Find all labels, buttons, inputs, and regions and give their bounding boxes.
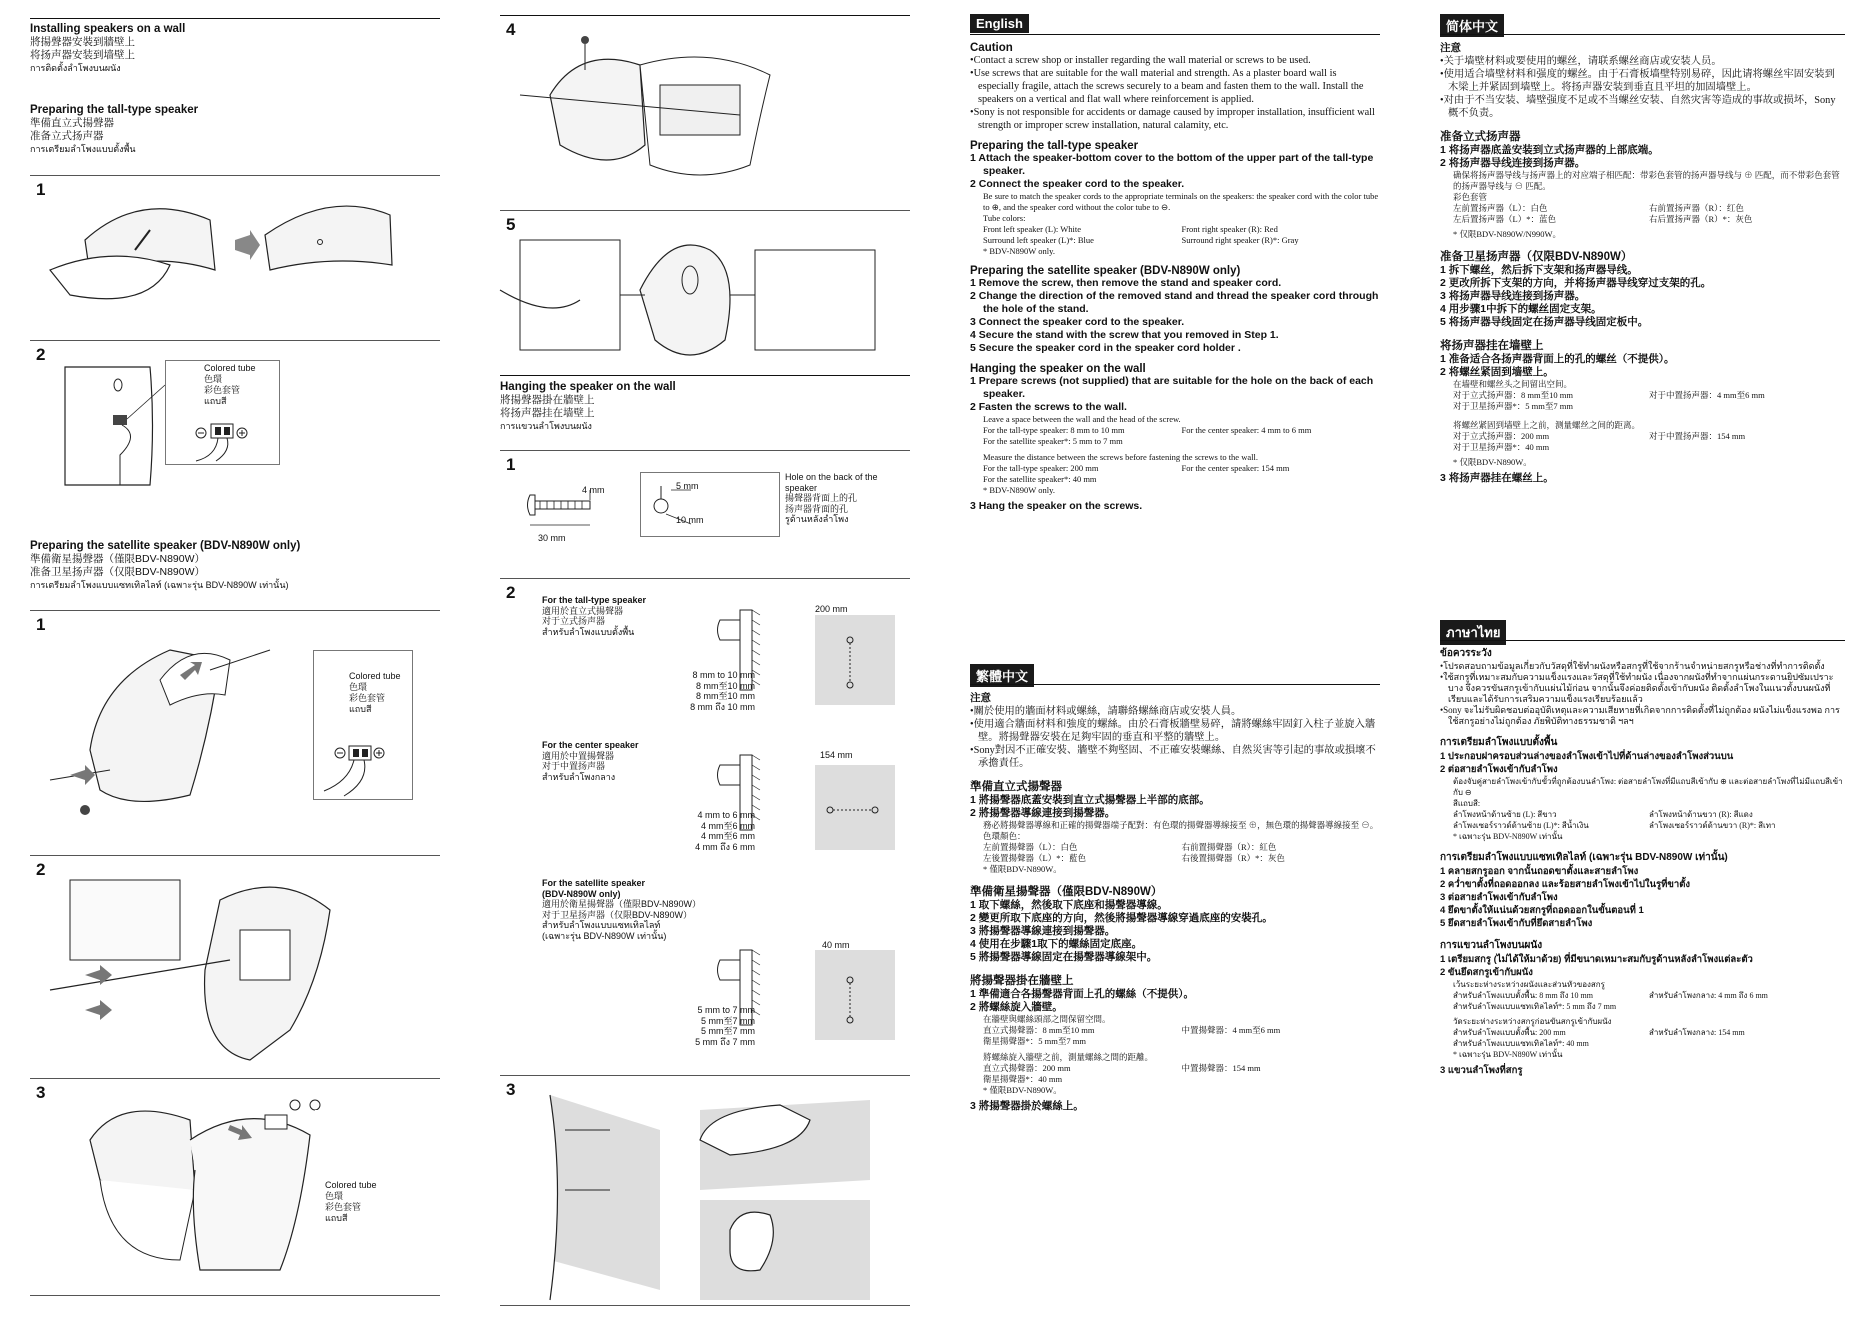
color-table [1440, 214, 1845, 225]
step: 2 Fasten the screws to the wall. [970, 401, 1127, 413]
label-colored-tube-tc: 色環 [325, 1191, 344, 1201]
hang-title-sc: 将扬声器挂在墙壁上 [500, 407, 595, 419]
color-table [970, 853, 1380, 864]
step: 1 取下螺絲，然後取下底座和揚聲器導線。 [970, 899, 1168, 911]
color-item: Front right speaker (R): Red [1181, 224, 1278, 234]
gap-item: 对于立式扬声器：8 mm至10 mm [1453, 390, 1573, 400]
sat-heading: 準備衛星揚聲器（僅限BDV-N890W） [970, 886, 1163, 898]
divider [30, 340, 440, 341]
step: 3 将扬声器挂在螺丝上。 [1440, 472, 1554, 484]
illustration-thread-cord [30, 870, 440, 1070]
tall-th: สำหรับลำโพงแบบตั้งพื้น [542, 626, 635, 637]
step: 2 變更所取下底座的方向，然後將揚聲器導線穿過底座的安裝孔。 [970, 912, 1273, 924]
step: 3 將揚聲器掛於螺絲上。 [970, 1100, 1084, 1112]
color-table [970, 842, 1380, 853]
tall-sc: 对于立式扬声器 [542, 616, 606, 626]
step: 5 將揚聲器導線固定在揚聲器導線架中。 [970, 951, 1158, 963]
gap-item: สำหรับลำโพงกลาง: 4 mm ถึง 6 mm [1649, 991, 1768, 1000]
sat-en-2: (BDV-N890W only) [542, 888, 621, 899]
step: 4 用步骤1中拆下的螺丝固定支架。 [1440, 303, 1602, 315]
note: 務必將揚聲器導線和正確的揚聲器端子配對：有色環的揚聲器導線接至 ⊕，無色環的揚聲器導線接至 ⊖。 [983, 820, 1379, 830]
tall-title-th: การเตรียมลำโพงแบบตั้งพื้น [30, 144, 136, 154]
tall-tc: 適用於直立式揚聲器 [542, 605, 624, 616]
rule [1440, 34, 1845, 35]
gap-tall [660, 670, 755, 712]
terminal-icon [314, 651, 414, 801]
step-number: 4 [506, 20, 516, 39]
gap-table [970, 425, 1380, 436]
caution-bullet: •使用適合牆面材料和強度的螺絲。由於石膏板牆壁易碎，請將螺絲牢固釘入柱子並旋入牆壁。將揚聲器安裝在足夠牢固的垂直和平整的牆壁上。 [970, 719, 1376, 743]
divider [500, 450, 910, 451]
sat-title-tc: 準備衛星揚聲器（僅限BDV-N890W） [30, 553, 206, 565]
divider [30, 175, 440, 176]
illustration-hang-speakers [530, 1090, 940, 1305]
label-colored-tube-sc: 彩色套管 [204, 385, 241, 395]
divider [30, 1295, 440, 1296]
note: 确保将扬声器导线与扬声器上的对应端子相匹配：带彩色套管的扬声器导线与 ⊕ 匹配，而不带彩色套管的扬声器导线与 ⊖ 匹配。 [1453, 170, 1840, 191]
footnote: * BDV-N890W only. [983, 485, 1055, 495]
gap-table [1440, 390, 1845, 401]
lang-tag-sc: 简体中文 [1440, 14, 1504, 37]
center-tc: 適用於中置揚聲器 [542, 750, 615, 761]
dist-item: 直立式揚聲器：200 mm [983, 1063, 1071, 1073]
step: 2 將揚聲器導線連接到揚聲器。 [970, 807, 1116, 819]
rule [1440, 640, 1845, 641]
dist-item: For the satellite speaker*: 40 mm [983, 474, 1097, 484]
note: 将螺丝紧固到墙壁上之前，测量螺丝之间的距离。 [1453, 420, 1641, 430]
dist-item: สำหรับลำโพงแบบตั้งพื้น: 200 mm [1453, 1028, 1566, 1037]
step: 4 ยึดขาตั้งให้แน่นด้วยสกรูที่ถอดออกในขั้นตอนที่ 1 [1440, 905, 1644, 916]
section-title-wall [30, 22, 185, 75]
gap-item: 对于卫星扬声器*：5 mm至7 mm [1453, 401, 1573, 411]
color-item: Surround left speaker (L)*: Blue [983, 235, 1094, 245]
gap-item: For the tall-type speaker: 8 mm to 10 mm [983, 425, 1125, 435]
divider [500, 578, 910, 579]
color-item: ลำโพงหน้าด้านซ้าย (L): สีขาว [1453, 810, 1557, 819]
dist-item: 对于中置扬声器：154 mm [1649, 431, 1746, 441]
dist-item: 衛星揚聲器*：40 mm [983, 1074, 1063, 1084]
caution-bullet: •使用适合墙壁材料和强度的螺丝。由于石膏板墙壁特别易碎，因此请将螺丝牢固安装到木梁上并紧固到墙壁上。将扬声器安装到垂直且平坦的加固墙壁上。 [1440, 69, 1835, 93]
caution-bullet: •ใช้สกรูที่เหมาะสมกับความแข็งแรงและวัสดุที่ใช้ทำผนัง เนื่องจากผนังที่ทำจากแผ่นกระดานยิปซัมเปราะบาง จึงควรขันสกรูเข้ากับแผ่นไม้ก่อน จากนั้นจึงค่อยติดตั้งเข้ากับผนัง ติดตั้งลำโพงในแนวตั้งบนผนังที่เรียบและได้รับการเสริมความแข็งแรงเรียบร้อยแล้ว [1440, 672, 1834, 704]
footnote: * BDV-N890W only. [983, 246, 1055, 256]
label-10mm: 10 mm [676, 515, 704, 525]
illustration-remove-stand [30, 620, 330, 820]
caution-bullet: •Use screws that are suitable for the wall material and strength. As a plaster board wall is especially fragile, attach the screws securely to a beam and fasten them to the wall. Install the speakers on a vertical and flat wall where reinforcement is applied. [970, 68, 1364, 105]
hole-caption [785, 472, 905, 525]
hang-heading: Hanging the speaker on the wall [970, 363, 1146, 375]
sat-heading: Preparing the satellite speaker (BDV-N890W only) [970, 265, 1241, 277]
divider [30, 1078, 440, 1079]
footnote: * 仅限BDV-N890W/N990W。 [1453, 229, 1562, 239]
hole-en: Hole on the back of the speaker [785, 472, 878, 493]
color-item: 右前置揚聲器（R）：紅色 [1181, 842, 1277, 852]
note: Tube colors: [983, 213, 1026, 223]
hang-heading: การแขวนลำโพงบนผนัง [1440, 940, 1543, 951]
tall-heading: การเตรียมลำโพงแบบตั้งพื้น [1440, 737, 1558, 748]
step-number: 1 [506, 455, 516, 474]
step: 2 将螺丝紧固到墙壁上。 [1440, 366, 1554, 378]
color-item: 左后置扬声器（L）*：蓝色 [1453, 214, 1556, 224]
color-item: ลำโพงเซอร์ราวด์ด้านขวา (R)*: สีเทา [1649, 821, 1776, 830]
divider [500, 1305, 910, 1306]
step: 1 เตรียมสกรู (ไม่ได้ให้มาด้วย) ที่มีขนาดเหมาะสมกับรูด้านหลังลำโพงแต่ละตัว [1440, 954, 1753, 965]
footnote: * เฉพาะรุ่น BDV-N890W เท่านั้น [1453, 1050, 1563, 1059]
hang-title-th: การแขวนลำโพงบนผนัง [500, 421, 592, 431]
gap-center-th: 4 mm ถึง 6 mm [695, 841, 755, 852]
label-colored-tube-th: แถบสี [349, 704, 372, 714]
section-title-hang [500, 380, 676, 433]
rule [500, 15, 910, 16]
dist-item: สำหรับลำโพงแบบแซทเทิลไลท์*: 40 mm [1453, 1039, 1589, 1048]
color-table [1440, 809, 1845, 820]
th-body [1440, 644, 1845, 1077]
lang-tag-th: ภาษาไทย [1440, 620, 1506, 645]
gap-sat [660, 1005, 755, 1047]
step-number: 1 [36, 180, 46, 199]
dist-item: For the center speaker: 154 mm [1181, 463, 1290, 473]
step: 2 คว่ำขาตั้งที่ถอดออกลง และร้อยสายลำโพงเข้าไปในรูที่ขาตั้ง [1440, 879, 1691, 890]
gap-center [660, 810, 755, 852]
footnote: * 僅限BDV-N890W。 [983, 1085, 1062, 1095]
title-en: Installing speakers on a wall [30, 23, 186, 35]
caption-satellite [542, 878, 701, 941]
color-table [970, 224, 1380, 235]
sat-title-th: การเตรียมลำโพงแบบแซทเทิลไลท์ (เฉพาะรุ่น BDV-N890W เท่านั้น) [30, 580, 289, 590]
gap-item: 直立式揚聲器：8 mm至10 mm [983, 1025, 1095, 1035]
dist-table [1440, 431, 1845, 442]
dist-item: 对于立式扬声器：200 mm [1453, 431, 1550, 441]
dist-table [1440, 1027, 1845, 1038]
footnote: * 仅限BDV-N890W。 [1453, 457, 1532, 467]
step: 1 ประกอบฝาครอบส่วนล่างของลำโพงเข้าไปที่ด้านล่างของลำโพงส่วนบน [1440, 751, 1734, 762]
gap-item: 对于中置扬声器：4 mm至6 mm [1649, 390, 1765, 400]
divider [30, 855, 440, 856]
sat-title-sc: 准备卫星扬声器（仅限BDV-N890W） [30, 566, 206, 578]
note: 將螺絲旋入牆壁之前，測量螺絲之間的距離。 [983, 1052, 1154, 1062]
lang-tag-en: English [970, 14, 1029, 33]
color-item: Front left speaker (L): White [983, 224, 1082, 234]
caution-bullet: •Sony จะไม่รับผิดชอบต่ออุบัติเหตุและความเสียหายที่เกิดจากการติดตั้งที่ไม่ถูกต้อง ผนังไม่แข็งแรงพอ การใช้สกรูอย่างไม่ถูกต้อง ภัยพิบัติทางธรรมชาติ ฯลฯ [1440, 705, 1840, 726]
center-sc: 对于中置扬声器 [542, 761, 606, 771]
label-center-distance: 154 mm [820, 750, 853, 760]
callout-colored-tube [165, 360, 280, 465]
caution-bullet: •Sony is not responsible for accidents or damage caused by improper installation, insufficient wall strength or improper screw installation, natural calamity, etc. [970, 107, 1375, 131]
section-title-tall [30, 103, 198, 156]
title-th: การติดตั้งลำโพงบนผนัง [30, 63, 121, 73]
gap-item: สำหรับลำโพงแบบตั้งพื้น: 8 mm ถึง 10 mm [1453, 991, 1593, 1000]
note: 在牆壁與螺絲頭部之間保留空間。 [983, 1014, 1111, 1024]
step: 3 Hang the speaker on the screws. [970, 500, 1143, 512]
color-item: ลำโพงหน้าด้านขวา (R): สีแดง [1649, 810, 1753, 819]
caption-center [542, 740, 639, 782]
hole-sc: 扬声器背面的孔 [785, 503, 849, 514]
label-sat-distance: 40 mm [822, 940, 850, 950]
step: 2 Connect the speaker cord to the speaker. [970, 178, 1185, 190]
gap-tall-en: 8 mm to 10 mm [692, 670, 755, 680]
step: 2 將螺絲旋入牆壁。 [970, 1001, 1063, 1013]
note: 在墙壁和螺丝头之间留出空间。 [1453, 379, 1573, 389]
hang-title-tc: 將揚聲器掛在牆壁上 [500, 394, 595, 406]
label-tall-distance: 200 mm [815, 604, 848, 614]
callout-hole [640, 472, 780, 537]
sat-th-2: (เฉพาะรุ่น BDV-N890W เท่านั้น) [542, 930, 667, 941]
gap-sat-tc: 5 mm至7 mm [700, 1015, 755, 1026]
tall-heading: 準備直立式揚聲器 [970, 781, 1062, 793]
tall-heading: Preparing the tall-type speaker [970, 140, 1139, 152]
color-table [1440, 203, 1845, 214]
hole-th: รูด้านหลังลำโพง [785, 514, 849, 524]
step: 3 將揚聲器導線連接到揚聲器。 [970, 925, 1116, 937]
label-colored-tube-sc: 彩色套管 [349, 693, 386, 703]
sc-body [1440, 38, 1845, 485]
gap-tall-tc: 8 mm至10 mm [695, 680, 755, 691]
dist-item: For the tall-type speaker: 200 mm [983, 463, 1099, 473]
dist-table [970, 463, 1380, 474]
terminal-icon [166, 361, 281, 466]
label-colored-tube-tc: 色環 [349, 682, 368, 692]
note: 色環顏色： [983, 831, 1026, 841]
step: 2 更改所拆下支架的方向，并将扬声器导线穿过支架的孔。 [1440, 277, 1712, 289]
wall-diagram-center [815, 755, 895, 850]
step: 3 ต่อสายลำโพงเข้ากับลำโพง [1440, 892, 1558, 903]
gap-sat-th: 5 mm ถึง 7 mm [695, 1036, 755, 1047]
step-number: 3 [506, 1080, 516, 1099]
gap-tall-th: 8 mm ถึง 10 mm [690, 701, 755, 712]
english-body [970, 38, 1380, 513]
dist-table [970, 1063, 1380, 1074]
title-tc: 將揚聲器安裝到牆壁上 [30, 36, 135, 48]
tall-title-sc: 准备立式扬声器 [30, 130, 104, 142]
caution-heading: 注意 [970, 692, 991, 704]
step: 1 คลายสกรูออก จากนั้นถอดขาตั้งและสายลำโพง [1440, 866, 1639, 877]
note: 彩色套管 [1453, 192, 1488, 202]
sat-th: สำหรับลำโพงแบบแซทเทิลไลท์ [542, 920, 661, 930]
caution-bullet: •Sony對因不正確安裝、牆壁不夠堅固、不正確安裝螺絲、自然災害等引起的事故或損壞不承擔責任。 [970, 745, 1376, 769]
hang-heading: 將揚聲器掛在牆壁上 [970, 975, 1074, 987]
note: ต้องจับคู่สายลำโพงเข้ากับขั้วที่ถูกต้องบนลำโพง: ต่อสายลำโพงที่มีแถบสีเข้ากับ ⊕ และต่อสายลำโพงที่ไม่มีแถบสีเข้ากับ ⊖ [1453, 777, 1843, 797]
label-colored-tube-en: Colored tube [325, 1180, 377, 1190]
color-item: 左後置揚聲器（L）*：藍色 [983, 853, 1086, 863]
hang-title-en: Hanging the speaker on the wall [500, 381, 676, 393]
color-table [1440, 820, 1845, 831]
step: 4 Secure the stand with the screw that you removed in Step 1. [970, 329, 1279, 341]
rule [30, 18, 440, 19]
color-item: 右前置扬声器（R）：红色 [1649, 203, 1744, 213]
gap-item: 衛星揚聲器*：5 mm至7 mm [983, 1036, 1086, 1046]
step: 1 將揚聲器底蓋安裝到直立式揚聲器上半部的底部。 [970, 794, 1210, 806]
label-30mm: 30 mm [538, 533, 566, 543]
sat-title-en: Preparing the satellite speaker (BDV-N890W only) [30, 540, 301, 552]
divider [500, 210, 910, 211]
step-number: 2 [36, 860, 46, 879]
caution-bullet: •關於使用的牆面材料或螺絲，請聯絡螺絲商店或安裝人員。 [970, 706, 1242, 717]
caution-bullet: •โปรดสอบถามข้อมูลเกี่ยวกับวัสดุที่ใช้ทำผนังหรือสกรูที่ใช้จากร้านจำหน่ายสกรูหรือช่างที่ทำการติดตั้ง [1440, 661, 1825, 671]
gap-tall-sc: 8 mm至10 mm [695, 691, 755, 701]
gap-center-sc: 4 mm至6 mm [700, 831, 755, 841]
illustration-bottom-cover [30, 190, 440, 320]
step: 1 準備適合各揚聲器背面上孔的螺絲（不提供）。 [970, 988, 1195, 1000]
step-number: 2 [36, 345, 46, 364]
gap-item: 中置揚聲器：4 mm至6 mm [1181, 1025, 1281, 1035]
note: เว้นระยะห่างระหว่างผนังและส่วนหัวของสกรู [1453, 980, 1605, 989]
lang-section-en [970, 14, 1029, 33]
color-item: 右后置扬声器（R）*：灰色 [1649, 214, 1753, 224]
dist-item: 对于卫星扬声器*：40 mm [1453, 442, 1550, 452]
step: 5 Secure the speaker cord in the speaker cord holder . [970, 342, 1241, 354]
divider [30, 610, 440, 611]
gap-item: สำหรับลำโพงแบบแซทเทิลไลท์*: 5 mm ถึง 7 mm [1453, 1002, 1617, 1011]
rule [500, 375, 910, 376]
center-th: สำหรับลำโพงกลาง [542, 771, 616, 782]
step: 1 将扬声器底盖安装到立式扬声器的上部底端。 [1440, 144, 1659, 156]
caption-tall [542, 595, 646, 637]
step: 5 将扬声器导线固定在扬声器导线固定板中。 [1440, 316, 1649, 328]
divider [500, 1075, 910, 1076]
rule [970, 684, 1380, 685]
gap-sat-en: 5 mm to 7 mm [697, 1005, 755, 1015]
callout-colored-tube-3 [315, 1110, 410, 1230]
step-number: 5 [506, 215, 516, 234]
step: 1 拆下螺丝，然后拆下支架和扬声器导线。 [1440, 264, 1638, 276]
hang-heading: 将扬声器挂在墙壁上 [1440, 340, 1544, 352]
color-item: ลำโพงเซอร์ราวด์ด้านซ้าย (L)*: สีน้ำเงิน [1453, 821, 1589, 830]
caution-bullet: •关于墙壁材料或要使用的螺丝，请联系螺丝商店或安装人员。 [1440, 56, 1722, 67]
caution-bullet: •对由于不当安装、墙壁强度不足或不当螺丝安装、自然灾害等造成的事故或损坏，Sony概不负责。 [1440, 95, 1836, 119]
hole-tc: 揚聲器背面上的孔 [785, 493, 858, 503]
illustration-secure-stand [500, 25, 910, 195]
color-item: 左前置揚聲器（L）：白色 [983, 842, 1078, 852]
step: 5 ยึดสายลำโพงเข้ากับที่ยึดสายลำโพง [1440, 918, 1593, 929]
label-colored-tube-en: Colored tube [349, 671, 401, 681]
gap-table [1440, 990, 1845, 1001]
step: 2 ต่อสายลำโพงเข้ากับลำโพง [1440, 764, 1558, 775]
callout-colored-tube-2 [313, 650, 413, 800]
caution-heading: 注意 [1440, 42, 1461, 54]
label-colored-tube-th: แถบสี [204, 396, 227, 406]
label-colored-tube-tc: 色環 [204, 374, 223, 384]
gap-item: For the satellite speaker*: 5 mm to 7 mm [983, 436, 1123, 446]
step: 2 Change the direction of the removed stand and thread the speaker cord through the hole of the stand. [970, 290, 1379, 315]
gap-table [970, 1025, 1380, 1036]
step: 3 将扬声器导线连接到扬声器。 [1440, 290, 1586, 302]
caution-bullet: •Contact a screw shop or installer regarding the wall material or screws to be used. [970, 55, 1311, 66]
sat-en: For the satellite speaker [542, 878, 646, 888]
step-number: 3 [36, 1083, 46, 1102]
step: 2 ขันยึดสกรูเข้ากับผนัง [1440, 967, 1533, 978]
gap-center-tc: 4 mm至6 mm [700, 820, 755, 831]
note: Leave a space between the wall and the head of the screw. [983, 414, 1181, 424]
step-number: 1 [36, 615, 46, 634]
step: 1 Attach the speaker-bottom cover to the bottom of the upper part of the tall-type speaker. [970, 152, 1374, 177]
label-colored-tube-en: Colored tube [204, 363, 256, 373]
label-5mm: 5 mm [676, 481, 699, 491]
note: Be sure to match the speaker cords to the appropriate terminals on the speakers: the speaker cord with the color tube to ⊕, and the speaker cord without the color tube to ⊖. [983, 191, 1379, 212]
gap-center-en: 4 mm to 6 mm [697, 810, 755, 820]
dist-item: 中置揚聲器：154 mm [1181, 1063, 1261, 1073]
gap-item: For the center speaker: 4 mm to 6 mm [1181, 425, 1312, 435]
sat-sc: 对于卫星扬声器（仅限BDV-N890W） [542, 909, 693, 920]
color-item: 左前置扬声器（L）：白色 [1453, 203, 1548, 213]
title-sc: 将扬声器安装到墙壁上 [30, 49, 135, 61]
caution-heading: ข้อควรระวัง [1440, 648, 1492, 659]
dist-item: สำหรับลำโพงกลาง: 154 mm [1649, 1028, 1745, 1037]
gap-sat-sc: 5 mm至7 mm [700, 1026, 755, 1036]
wall-diagram-tall [815, 605, 895, 705]
illustration-cord-holder [500, 230, 910, 370]
step: 3 Connect the speaker cord to the speaker. [970, 316, 1185, 328]
tall-en: For the tall-type speaker [542, 595, 647, 605]
tall-title-en: Preparing the tall-type speaker [30, 104, 199, 116]
label-colored-tube-th: แถบสี [325, 1213, 348, 1223]
tall-title-tc: 準備直立式揚聲器 [30, 117, 114, 129]
color-table [970, 235, 1380, 246]
lang-tag-tc: 繁體中文 [970, 664, 1034, 687]
step: 1 准备适合各扬声器背面上的孔的螺丝（不提供）。 [1440, 353, 1675, 365]
label-4mm: 4 mm [582, 485, 605, 495]
note: วัดระยะห่างระหว่างสกรูก่อนขันสกรูเข้ากับผนัง [1453, 1017, 1612, 1026]
sat-tc: 適用於衛星揚聲器（僅限BDV-N890W） [542, 899, 702, 909]
step: 1 Remove the screw, then remove the stand and speaker cord. [970, 277, 1282, 289]
sat-heading: การเตรียมลำโพงแบบแซทเทิลไลท์ (เฉพาะรุ่น BDV-N890W เท่านั้น) [1440, 852, 1728, 863]
lang-section-th [1440, 620, 1506, 645]
color-item: Surround right speaker (R)*: Gray [1181, 235, 1299, 245]
tall-heading: 准备立式扬声器 [1440, 131, 1521, 143]
note: Measure the distance between the screws before fastening the screws to the wall. [983, 452, 1258, 462]
note: สีแถบสี: [1453, 799, 1481, 808]
step: 1 Prepare screws (not supplied) that are suitable for the hole on the back of each speaker. [970, 375, 1374, 400]
sat-heading: 准备卫星扬声器（仅限BDV-N890W） [1440, 251, 1633, 263]
caution-heading: Caution [970, 42, 1013, 54]
step-number: 2 [506, 583, 516, 602]
center-en: For the center speaker [542, 740, 639, 750]
footnote: * เฉพาะรุ่น BDV-N890W เท่านั้น [1453, 832, 1563, 841]
section-title-satellite [30, 539, 300, 592]
tc-body [970, 688, 1380, 1113]
step: 3 แขวนลำโพงที่สกรู [1440, 1065, 1523, 1076]
rule [970, 34, 1380, 35]
label-colored-tube-sc: 彩色套管 [325, 1202, 362, 1212]
wall-diagram-sat [815, 940, 895, 1040]
color-item: 右後置揚聲器（R）*：灰色 [1181, 853, 1285, 863]
step: 4 使用在步驟1取下的螺絲固定底座。 [970, 938, 1143, 950]
step: 2 将扬声器导线连接到扬声器。 [1440, 157, 1586, 169]
footnote: * 僅限BDV-N890W。 [983, 864, 1062, 874]
